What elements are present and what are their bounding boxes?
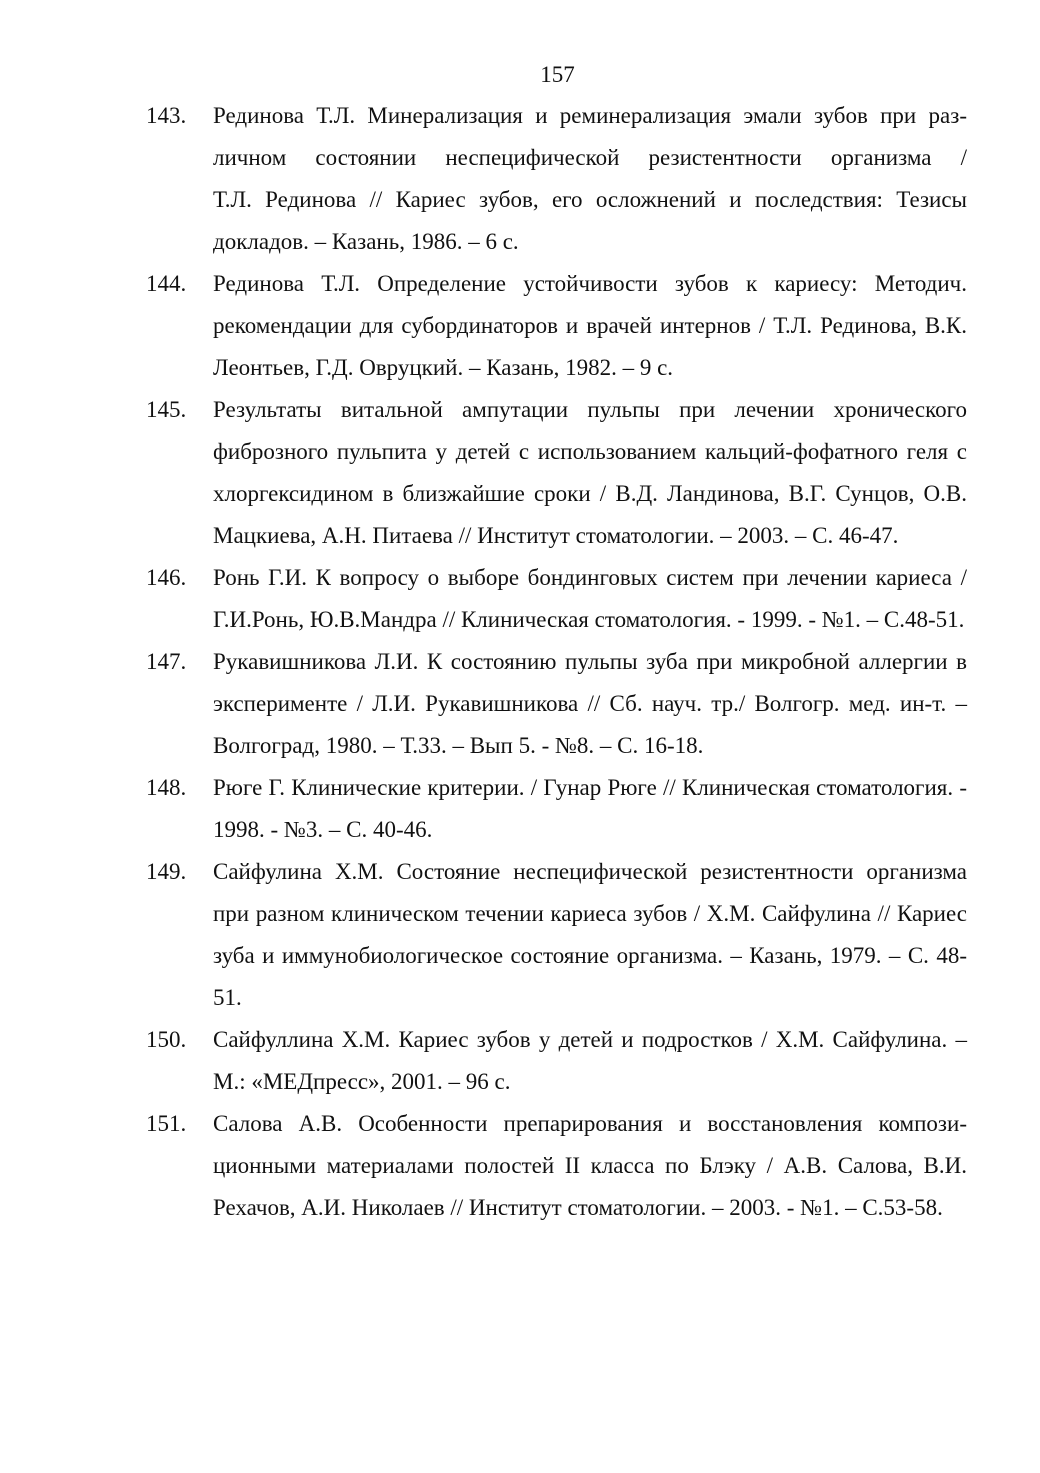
page-number: 157 [540,62,575,87]
reference-number: 148. [146,775,187,800]
reference-number: 150. [146,1027,187,1052]
reference-text: Рединова Т.Л. Определение устойчивости зубов к кариесу: Методич. рекомендации для субординаторов и врачей интернов / Т.Л. Рединова, В.К. Леонтьев, Г.Д. Овруцкий. – Казань, 1982. – 9 с. [213,271,967,380]
reference-number: 143. [146,103,187,128]
reference-text: Рединова Т.Л. Минерализация и реминерализация эмали зубов при различном состоянии неспецифической резистентности организма / Т.Л. Рединова // Кариес зубов, его осложнений и последствия: Тезисы докладов. – Казань, 1986. – 6 с. [213,103,967,254]
reference-item-145 [146,389,967,557]
reference-number: 147. [146,649,187,674]
reference-number: 151. [146,1111,187,1136]
reference-item-148 [146,767,967,851]
reference-list [146,95,967,1229]
reference-text: Рукавишникова Л.И. К состоянию пульпы зуба при микробной аллергии в эксперименте / Л.И. Рукавишникова // Сб. науч. тр./ Волгогр. мед. ин-т. –Волгоград, 1980. – Т.33. – Вып 5. - №8. – С. 16-18. [213,649,967,758]
reference-number: 146. [146,565,187,590]
reference-text: Салова А.В. Особенности препарирования и восстановления композиционными материалами полостей II класса по Блэку / А.В. Салова, В.И. Рехачов, А.И. Николаев // Институт стоматологии. – 2003. - №1. – С.53-58. [213,1111,967,1220]
reference-item-149 [146,851,967,1019]
reference-item-150 [146,1019,967,1103]
reference-text: Сайфуллина Х.М. Кариес зубов у детей и подростков / Х.М. Сайфулина. – М.: «МЕДпресс», 2001. – 96 с. [213,1027,967,1094]
reference-item-147 [146,641,967,767]
reference-item-144 [146,263,967,389]
reference-text: Ронь Г.И. К вопросу о выборе бондинговых систем при лечении кариеса / Г.И.Ронь, Ю.В.Мандра // Клиническая стоматология. - 1999. - №1. – С.48-51. [213,565,967,632]
reference-number: 144. [146,271,187,296]
reference-number: 149. [146,859,187,884]
reference-item-143 [146,95,967,263]
reference-item-151 [146,1103,967,1229]
reference-number: 145. [146,397,187,422]
reference-item-146 [146,557,967,641]
reference-text: Результаты витальной ампутации пульпы при лечении хронического фиброзного пульпита у детей с использованием кальций-фофатного геля с хлоргексидином в близжайшие сроки / В.Д. Ландинова, В.Г. Сунцов, О.В. Мацкиева, А.Н. Питаева // Институт стоматологии. – 2003. – С. 46-47. [213,397,967,548]
reference-text: Сайфулина Х.М. Состояние неспецифической резистентности организма при разном клиническом течении кариеса зубов / Х.М. Сайфулина // Кариес зуба и иммунобиологическое состояние организма. – Казань, 1979. – С. 48-51. [213,859,967,1010]
reference-text: Рюге Г. Клинические критерии. / Гунар Рюге // Клиническая стоматология. - 1998. - №3. – С. 40-46. [213,775,967,842]
